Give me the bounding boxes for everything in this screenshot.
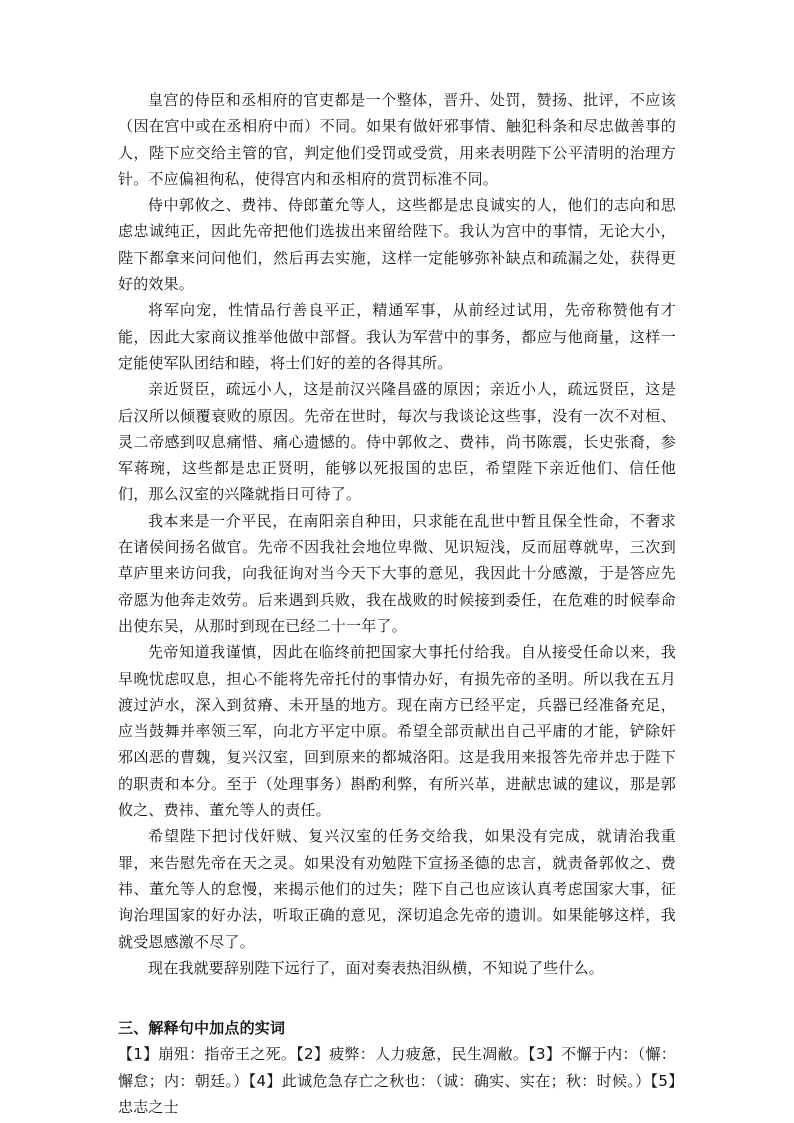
paragraph-farewell: 现在我就要辞别陛下远行了，面对奏表热泪纵横，不知说了些什么。 [148, 958, 605, 977]
paragraph-palace-officials: 皇宫的侍臣和丞相府的官吏都是一个整体，晋升、处罚，赞扬、批评，不应该（因在宫中或在丞相府中而）不同。如果有做奸邪事情、触犯科条和尽忠做善事的人，陛下应交给主管的官，判定他们受罚或受赏，用来表明陛下公平清明的治理方针。不应偏袒徇私，使得宫内和丞相府的赏罚标准不同。 [118, 91, 676, 188]
vocabulary-notes: 【1】崩殂：指帝王之死。【2】疲弊：人力疲惫，民生凋敝。【3】不懈于内：（懈：懈怠；内：朝廷。）【4】此诚危急存亡之秋也：（诚：确实、实在；秋：时候。）【5】忠志之士 [118, 1045, 676, 1116]
document-body [118, 87, 676, 1120]
paragraph-attendants: 侍中郭攸之、费祎、侍郎董允等人，这些都是忠良诚实的人，他们的志向和思虑忠诚纯正，因此先帝把他们选拔出来留给陛下。我认为宫中的事情，无论大小，陛下都拿来问问他们，然后再去实施，这样一定能够弥补缺点和疏漏之处，获得更好的效果。 [118, 196, 676, 294]
paragraph-virtuous-ministers: 亲近贤臣，疏远小人，这是前汉兴隆昌盛的原因；亲近小人，疏远贤臣，这是后汉所以倾覆衰败的原因。先帝在世时，每次与我谈论这些事，没有一次不对桓、灵二帝感到叹息痛惜、痛心遗憾的。侍中郭攸之、费祎，尚书陈震，长史张裔，参军蒋琬，这些都是忠正贤明，能够以死报国的忠臣，希望陛下亲近他们、信任他们，那么汉室的兴隆就指日可待了。 [118, 380, 676, 504]
paragraph-request-task: 希望陛下把讨伐奸贼、复兴汉室的任务交给我，如果没有完成，就请治我重罪，来告慰先帝在天之灵。如果没有劝勉陛下宣扬圣德的忠言，就责备郭攸之、费祎、董允等人的怠慢，来揭示他们的过失；陛下自己也应该认真考虑国家大事，征询治理国家的好办法，听取正确的意见，深切追念先帝的遗训。如果能够这样，我就受恩感激不尽了。 [118, 827, 676, 951]
paragraph-entrusted-affairs: 先帝知道我谨慎，因此在临终前把国家大事托付给我。自从接受任命以来，我早晚忧虑叹息，担心不能将先帝托付的事情办好，有损先帝的圣明。所以我在五月渡过泸水，深入到贫瘠、未开垦的地方。现在南方已经平定，兵器已经准备充足，应当鼓舞并率领三军，向北方平定中原。希望全部贡献出自己平庸的才能，铲除奸邪凶恶的曹魏，复兴汉室，回到原来的都城洛阳。这是我用来报答先帝并忠于陛下的职责和本分。至于（处理事务）斟酌利弊，有所兴革，进献忠诚的建议，那是郭攸之、费祎、董允等人的责任。 [118, 643, 676, 820]
section-heading: 三、解释句中加点的实词 [118, 1019, 286, 1038]
paragraph-general-xiang-chong: 将军向宠，性情品行善良平正，精通军事，从前经过试用，先帝称赞他有才能，因此大家商议推举他做中部督。我认为军营中的事务，都应与他商量，这样一定能使军队团结和睦，将士们好的差的各得其所。 [118, 301, 676, 372]
paragraph-commoner-origins: 我本来是一介平民，在南阳亲自种田，只求能在乱世中暂且保全性命，不奢求在诸侯间扬名做官。先帝不因我社会地位卑微、见识短浅，反而屈尊就卑，三次到草庐里来访问我，向我征询对当今天下大事的意见，我因此十分感激，于是答应先帝愿为他奔走效劳。后来遇到兵败，我在战败的时候接到委任，在危难的时候奉命出使东吴，从那时到现在已经二十一年了。 [118, 511, 676, 635]
